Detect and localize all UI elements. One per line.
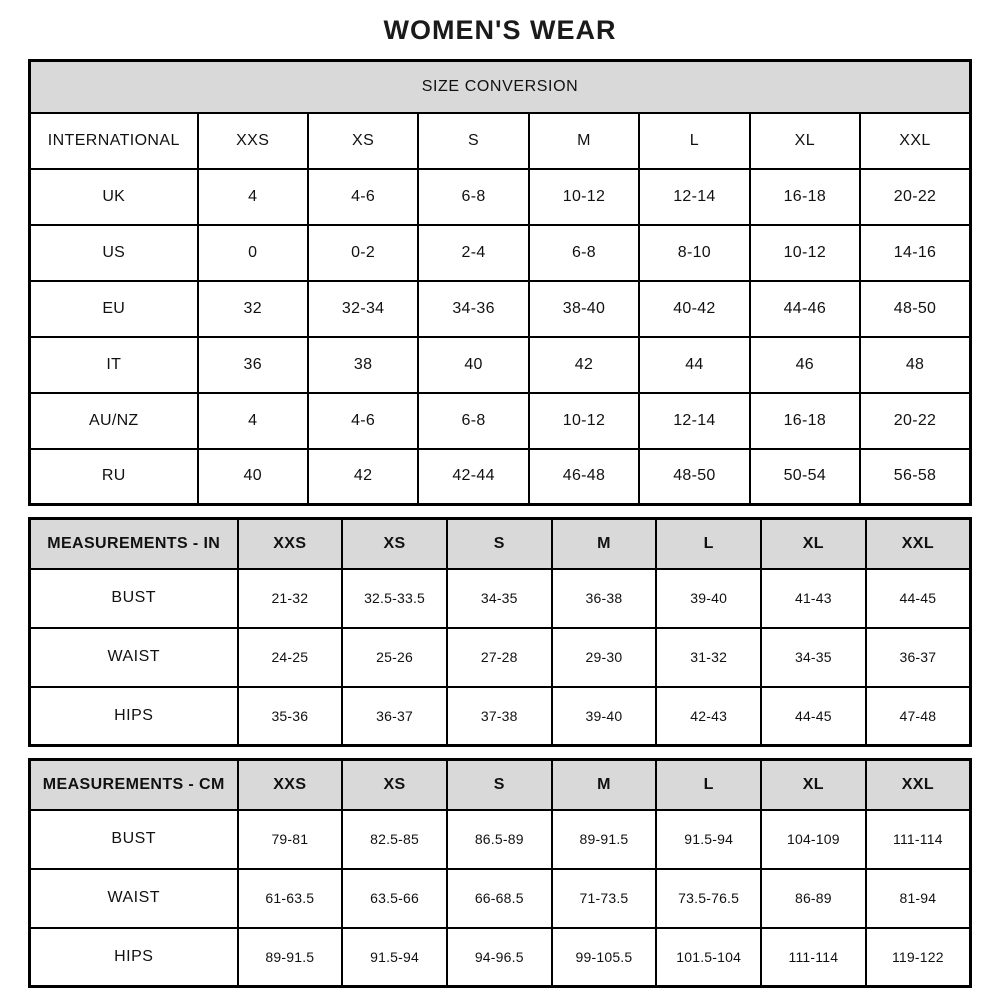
- measurements_in-col-header: S: [447, 519, 552, 569]
- measurements_cm-cell: 94-96.5: [447, 928, 552, 987]
- measurements_cm-cell: 66-68.5: [447, 869, 552, 928]
- size_conversion-cell: 4-6: [308, 393, 418, 449]
- measurements_in-cell: 34-35: [761, 628, 866, 687]
- measurements_cm-cell: 111-114: [866, 810, 971, 869]
- size_conversion-cell: 6-8: [418, 393, 528, 449]
- measurements_cm-header-label: MEASUREMENTS - CM: [30, 760, 238, 810]
- size_conversion-col-header: XXL: [860, 113, 970, 169]
- measurements_in-header-row: [30, 519, 971, 569]
- size_conversion-col-header: S: [418, 113, 528, 169]
- size_conversion-cell: 48: [860, 337, 970, 393]
- size_conversion-row-label: AU/NZ: [30, 393, 198, 449]
- table-row: [30, 225, 971, 281]
- size_conversion-cell: 4: [198, 393, 308, 449]
- measurements_in-cell: 39-40: [656, 569, 761, 628]
- size_conversion-cell: 6-8: [529, 225, 639, 281]
- size_conversion-cell: 56-58: [860, 449, 970, 505]
- size_conversion-banner: SIZE CONVERSION: [30, 61, 971, 113]
- size_conversion-cell: 46-48: [529, 449, 639, 505]
- measurements_in-cell: 44-45: [761, 687, 866, 746]
- size_conversion-cell: 32: [198, 281, 308, 337]
- measurements_in-col-header: L: [656, 519, 761, 569]
- size_conversion-cell: 38-40: [529, 281, 639, 337]
- measurements_in-cell: 34-35: [447, 569, 552, 628]
- size_conversion-cell: 0-2: [308, 225, 418, 281]
- size_conversion-row-label: UK: [30, 169, 198, 225]
- measurements_cm-col-header: XS: [342, 760, 447, 810]
- size_conversion-cell: 12-14: [639, 169, 749, 225]
- size_conversion-cell: 16-18: [750, 393, 860, 449]
- measurements_in-cell: 37-38: [447, 687, 552, 746]
- measurements_in-row-label: WAIST: [30, 628, 238, 687]
- size_conversion-cell: 40: [418, 337, 528, 393]
- page-title: WOMEN'S WEAR: [383, 15, 617, 45]
- measurements_in-cell: 32.5-33.5: [342, 569, 447, 628]
- size_conversion-cell: 42: [308, 449, 418, 505]
- measurements_in-cell: 35-36: [238, 687, 343, 746]
- size_conversion-cell: 48-50: [639, 449, 749, 505]
- size_conversion-header-label: INTERNATIONAL: [30, 113, 198, 169]
- size_conversion-cell: 12-14: [639, 393, 749, 449]
- size_conversion-col-header: XXS: [198, 113, 308, 169]
- measurements_in-cell: 36-37: [342, 687, 447, 746]
- measurements_in-col-header: M: [552, 519, 657, 569]
- measurements_in-cell: 44-45: [866, 569, 971, 628]
- measurements_in-cell: 39-40: [552, 687, 657, 746]
- size_conversion-cell: 48-50: [860, 281, 970, 337]
- size_conversion-cell: 20-22: [860, 393, 970, 449]
- measurements_in-col-header: XL: [761, 519, 866, 569]
- measurements_cm-cell: 91.5-94: [342, 928, 447, 987]
- size_conversion-cell: 14-16: [860, 225, 970, 281]
- size_conversion-cell: 34-36: [418, 281, 528, 337]
- size_conversion-cell: 10-12: [750, 225, 860, 281]
- size_conversion-cell: 16-18: [750, 169, 860, 225]
- measurements_cm-cell: 86-89: [761, 869, 866, 928]
- measurements_in-col-header: XS: [342, 519, 447, 569]
- measurements_cm-cell: 119-122: [866, 928, 971, 987]
- measurements_in-cell: 31-32: [656, 628, 761, 687]
- measurements_in-col-header: XXL: [866, 519, 971, 569]
- table-row: [30, 337, 971, 393]
- table-row: [30, 628, 971, 687]
- measurements_in-cell: 29-30: [552, 628, 657, 687]
- table-row: [30, 928, 971, 987]
- size_conversion-cell: 6-8: [418, 169, 528, 225]
- measurements_cm-header-row: [30, 760, 971, 810]
- measurements_cm-row-label: HIPS: [30, 928, 238, 987]
- measurements_in-cell: 27-28: [447, 628, 552, 687]
- table-row: [30, 687, 971, 746]
- table-row: [30, 869, 971, 928]
- table-row: [30, 169, 971, 225]
- measurements_cm-cell: 89-91.5: [238, 928, 343, 987]
- size_conversion-cell: 8-10: [639, 225, 749, 281]
- measurements_cm-col-header: XXS: [238, 760, 343, 810]
- measurements_cm-col-header: L: [656, 760, 761, 810]
- measurements_in-cell: 24-25: [238, 628, 343, 687]
- measurements_cm-cell: 73.5-76.5: [656, 869, 761, 928]
- measurements_in-cell: 47-48: [866, 687, 971, 746]
- size_conversion-cell: 46: [750, 337, 860, 393]
- table-row: [30, 810, 971, 869]
- measurements-in-table: [28, 517, 972, 747]
- measurements_cm-col-header: XXL: [866, 760, 971, 810]
- size_conversion-cell: 10-12: [529, 169, 639, 225]
- measurements_cm-cell: 81-94: [866, 869, 971, 928]
- measurements_in-row-label: HIPS: [30, 687, 238, 746]
- measurements_in-cell: 36-38: [552, 569, 657, 628]
- measurements_cm-cell: 82.5-85: [342, 810, 447, 869]
- measurements_in-cell: 41-43: [761, 569, 866, 628]
- measurements_cm-cell: 71-73.5: [552, 869, 657, 928]
- size_conversion-cell: 42: [529, 337, 639, 393]
- size_conversion-header-row: [30, 113, 971, 169]
- measurements_in-cell: 25-26: [342, 628, 447, 687]
- size_conversion-cell: 44-46: [750, 281, 860, 337]
- size_conversion-col-header: XS: [308, 113, 418, 169]
- table-row: [30, 449, 971, 505]
- size_conversion-cell: 10-12: [529, 393, 639, 449]
- measurements_cm-row-label: BUST: [30, 810, 238, 869]
- table-row: [30, 569, 971, 628]
- size_conversion-row-label: EU: [30, 281, 198, 337]
- size_conversion-cell: 42-44: [418, 449, 528, 505]
- measurements_cm-cell: 91.5-94: [656, 810, 761, 869]
- measurements_in-cell: 21-32: [238, 569, 343, 628]
- measurements_cm-row-label: WAIST: [30, 869, 238, 928]
- size_conversion-cell: 40: [198, 449, 308, 505]
- size_conversion-cell: 20-22: [860, 169, 970, 225]
- measurements_in-row-label: BUST: [30, 569, 238, 628]
- size_conversion-row-label: IT: [30, 337, 198, 393]
- measurements_cm-cell: 101.5-104: [656, 928, 761, 987]
- measurements_cm-cell: 79-81: [238, 810, 343, 869]
- measurements_cm-cell: 89-91.5: [552, 810, 657, 869]
- measurements_cm-cell: 63.5-66: [342, 869, 447, 928]
- size_conversion-cell: 36: [198, 337, 308, 393]
- measurements_cm-col-header: XL: [761, 760, 866, 810]
- table-row: [30, 281, 971, 337]
- measurements_in-header-label: MEASUREMENTS - IN: [30, 519, 238, 569]
- measurements_cm-cell: 104-109: [761, 810, 866, 869]
- measurements_in-cell: 42-43: [656, 687, 761, 746]
- size_conversion-cell: 0: [198, 225, 308, 281]
- size_conversion-cell: 2-4: [418, 225, 528, 281]
- size_conversion-col-header: M: [529, 113, 639, 169]
- size_conversion-cell: 38: [308, 337, 418, 393]
- measurements_in-col-header: XXS: [238, 519, 343, 569]
- size-conversion-table: [28, 59, 972, 506]
- size_conversion-cell: 40-42: [639, 281, 749, 337]
- size_conversion-cell: 32-34: [308, 281, 418, 337]
- table-row: [30, 393, 971, 449]
- size_conversion-cell: 4-6: [308, 169, 418, 225]
- size_conversion-row-label: RU: [30, 449, 198, 505]
- measurements_cm-cell: 61-63.5: [238, 869, 343, 928]
- size_conversion-row-label: US: [30, 225, 198, 281]
- measurements_cm-cell: 111-114: [761, 928, 866, 987]
- size_conversion-cell: 4: [198, 169, 308, 225]
- measurements-cm-table: [28, 758, 972, 988]
- size_conversion-cell: 44: [639, 337, 749, 393]
- measurements_cm-col-header: M: [552, 760, 657, 810]
- measurements_in-cell: 36-37: [866, 628, 971, 687]
- measurements_cm-cell: 99-105.5: [552, 928, 657, 987]
- size_conversion-col-header: L: [639, 113, 749, 169]
- measurements_cm-col-header: S: [447, 760, 552, 810]
- measurements_cm-cell: 86.5-89: [447, 810, 552, 869]
- size_conversion-cell: 50-54: [750, 449, 860, 505]
- size_conversion-col-header: XL: [750, 113, 860, 169]
